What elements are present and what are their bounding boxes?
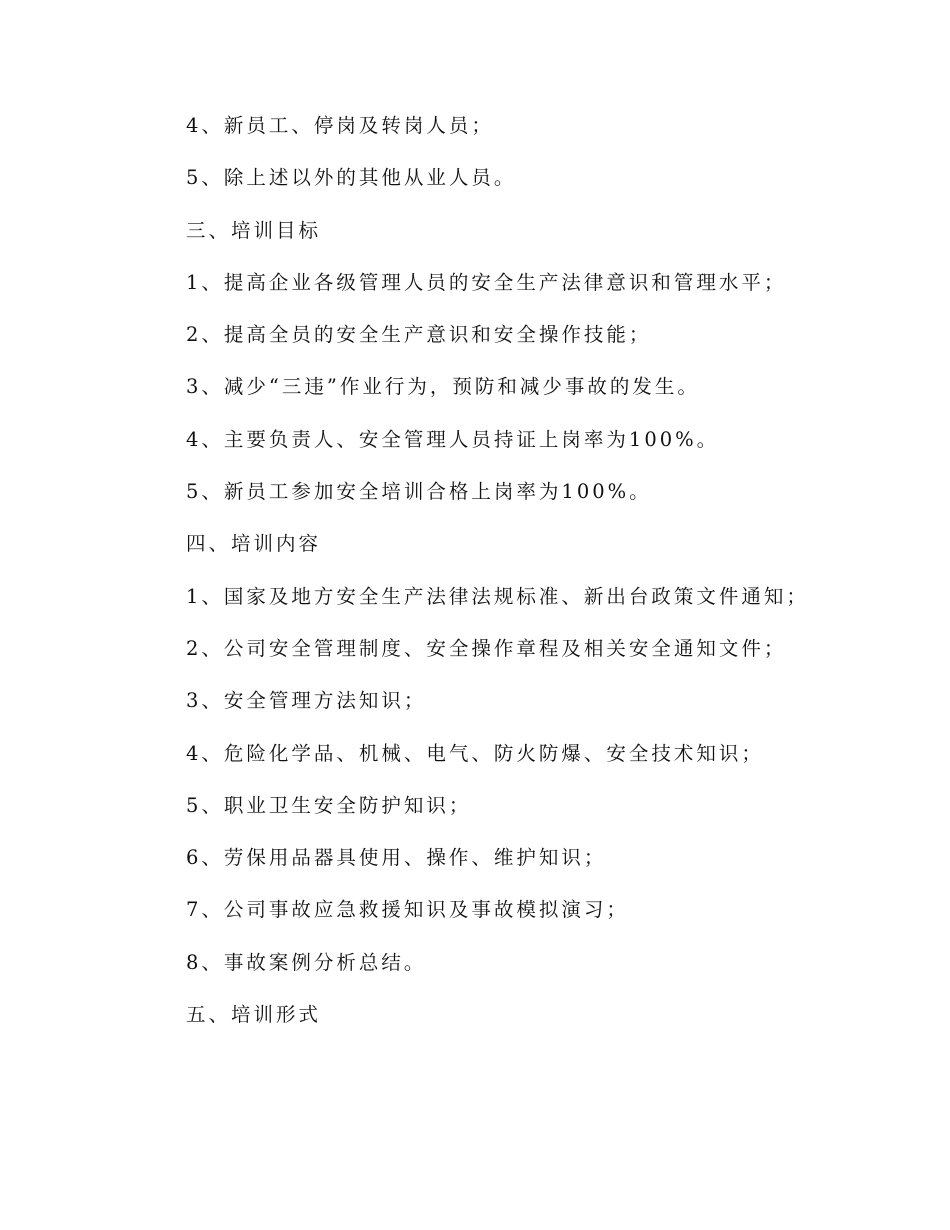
list-item-content-7: 7、公司事故应急救援知识及事故模拟演习； — [186, 898, 629, 922]
list-item-content-1: 1、国家及地方安全生产法律法规标准、新出台政策文件通知； — [186, 584, 809, 608]
section-heading-training-content: 四、培训内容 — [186, 532, 322, 556]
list-item-content-6: 6、劳保用品器具使用、操作、维护知识； — [186, 846, 607, 870]
section-heading-training-goals: 三、培训目标 — [186, 218, 322, 242]
section-heading-training-format: 五、培训形式 — [186, 1003, 322, 1027]
list-item-other-staff: 5、除上述以外的其他从业人员。 — [186, 166, 517, 190]
list-item-goal-1: 1、提高企业各级管理人员的安全生产法律意识和管理水平； — [186, 270, 787, 294]
list-item-content-3: 3、安全管理方法知识； — [186, 689, 427, 713]
list-item-content-5: 5、职业卫生安全防护知识； — [186, 793, 472, 817]
list-item-goal-3: 3、减少“三违”作业行为，预防和减少事故的发生。 — [186, 375, 700, 399]
list-item-goal-5: 5、新员工参加安全培训合格上岗率为100%。 — [186, 480, 652, 504]
list-item-new-staff: 4、新员工、停岗及转岗人员； — [186, 114, 494, 137]
list-item-content-8: 8、事故案例分析总结。 — [186, 950, 427, 974]
list-item-content-4: 4、危险化学品、机械、电气、防火防爆、安全技术知识； — [186, 741, 764, 765]
document-body — [186, 108, 826, 1049]
list-item-goal-2: 2、提高全员的安全生产意识和安全操作技能； — [186, 323, 652, 347]
list-item-content-2: 2、公司安全管理制度、安全操作章程及相关安全通知文件； — [186, 636, 787, 660]
list-item-goal-4: 4、主要负责人、安全管理人员持证上岗率为100%。 — [186, 427, 720, 451]
